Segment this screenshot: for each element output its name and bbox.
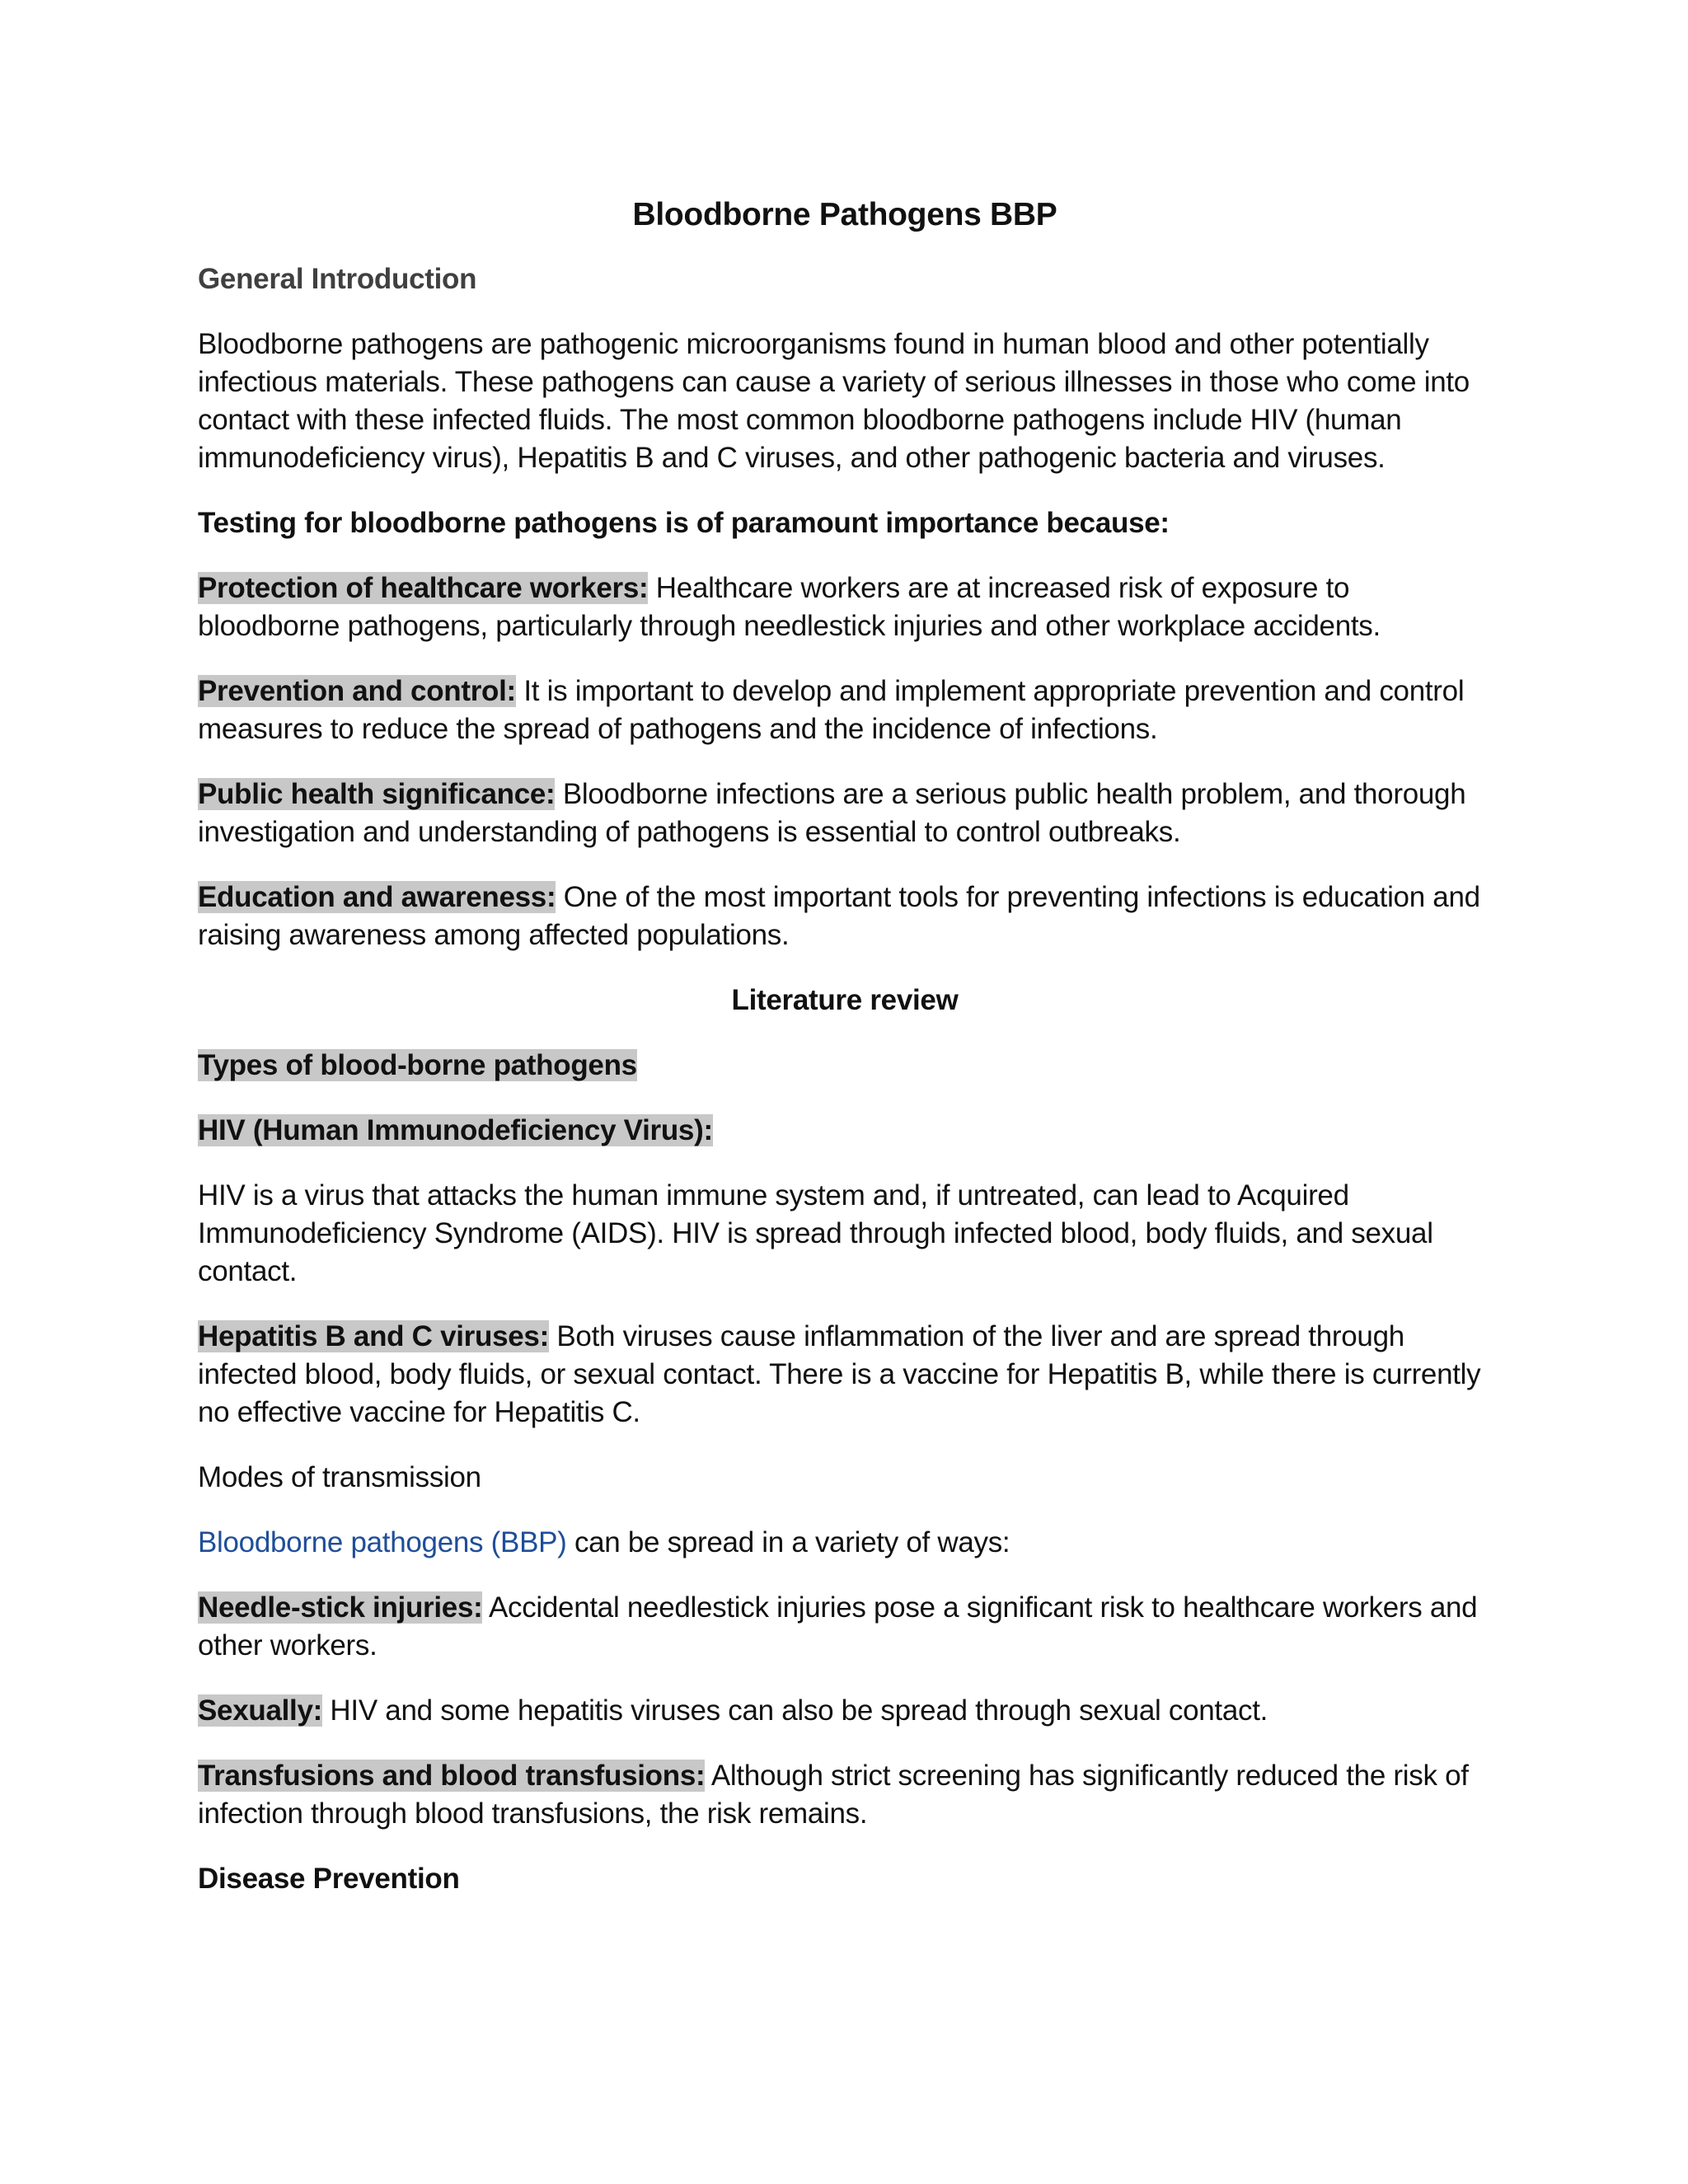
disease-prevention-heading: Disease Prevention	[198, 1863, 460, 1895]
reason-label-prevention: Prevention and control:	[198, 675, 516, 707]
reason-label-education: Education and awareness:	[198, 881, 556, 913]
reason-paragraph-education	[198, 879, 1492, 954]
hiv-heading: HIV (Human Immunodeficiency Virus):	[198, 1114, 713, 1146]
reason-text-healthcare: Healthcare workers are at increased risk of exposure to bloodborne pathogens, particularly through needlestick injuries and other workplace accidents.	[198, 572, 1381, 642]
literature-review-heading: Literature review	[731, 984, 959, 1016]
modes-heading: Modes of transmission	[198, 1461, 481, 1493]
document-title: Bloodborne Pathogens BBP	[632, 197, 1057, 232]
hepatitis-paragraph	[198, 1318, 1492, 1432]
mode-label-transfusions: Transfusions and blood transfusions:	[198, 1760, 706, 1792]
mode-paragraph-sexually	[198, 1692, 1492, 1730]
mode-text-sexually: HIV and some hepatitis viruses can also be spread through sexual contact.	[322, 1694, 1268, 1727]
hepatitis-text: Both viruses cause inflammation of the liver and are spread through infected blood, body fluids, or sexual contact. There is a vaccine for Hepatitis B, while there is currently no effective vaccine for Hepatitis C.	[198, 1320, 1481, 1428]
mode-paragraph-needlestick	[198, 1589, 1492, 1665]
reason-paragraph-healthcare	[198, 569, 1492, 645]
types-heading-line	[198, 1047, 1492, 1085]
testing-heading: Testing for bloodborne pathogens is of paramount importance because:	[198, 507, 1170, 539]
bbp-paragraph	[198, 1524, 1492, 1562]
hepatitis-label: Hepatitis B and C viruses:	[198, 1320, 549, 1352]
bbp-link-suffix: can be spread in a variety of ways:	[566, 1526, 1010, 1558]
general-introduction-heading: General Introduction	[198, 263, 477, 295]
hiv-paragraph: HIV is a virus that attacks the human immune system and, if untreated, can lead to Acquired Immunodeficiency Syndrome (AIDS). HIV is spread through infected blood, body fluids, and sexual contact.	[198, 1179, 1433, 1287]
bbp-link[interactable]: Bloodborne pathogens (BBP)	[198, 1526, 567, 1558]
mode-text-needlestick: Accidental needlestick injuries pose a significant risk to healthcare workers and other workers.	[198, 1591, 1478, 1661]
reason-paragraph-prevention	[198, 673, 1492, 748]
reason-paragraph-public-health	[198, 776, 1492, 851]
reason-text-public-health: Bloodborne infections are a serious public health problem, and thorough investigation and understanding of pathogens is essential to control outbreaks.	[198, 778, 1466, 848]
mode-paragraph-transfusions	[198, 1757, 1492, 1833]
intro-paragraph: Bloodborne pathogens are pathogenic microorganisms found in human blood and other potentially infectious materials. These pathogens can cause a variety of serious illnesses in those who come into contact with these infected fluids. The most common bloodborne pathogens include HIV (human immunodeficiency virus), Hepatitis B and C viruses, and other pathogenic bacteria and viruses.	[198, 328, 1470, 474]
hiv-heading-line	[198, 1112, 1492, 1150]
reason-text-prevention: It is important to develop and implement appropriate prevention and control measures to reduce the spread of pathogens and the incidence of infections.	[198, 675, 1465, 745]
types-heading: Types of blood-borne pathogens	[198, 1049, 637, 1081]
mode-text-transfusions: Although strict screening has significantly reduced the risk of infection through blood transfusions, the risk remains.	[198, 1760, 1469, 1830]
mode-label-sexually: Sexually:	[198, 1694, 322, 1727]
reason-text-education: One of the most important tools for preventing infections is education and raising awareness among affected populations.	[198, 881, 1480, 951]
mode-label-needlestick: Needle-stick injuries:	[198, 1591, 483, 1624]
document-body	[198, 186, 1492, 1925]
reason-label-public-health: Public health significance:	[198, 778, 556, 810]
reason-label-healthcare: Protection of healthcare workers:	[198, 572, 649, 604]
